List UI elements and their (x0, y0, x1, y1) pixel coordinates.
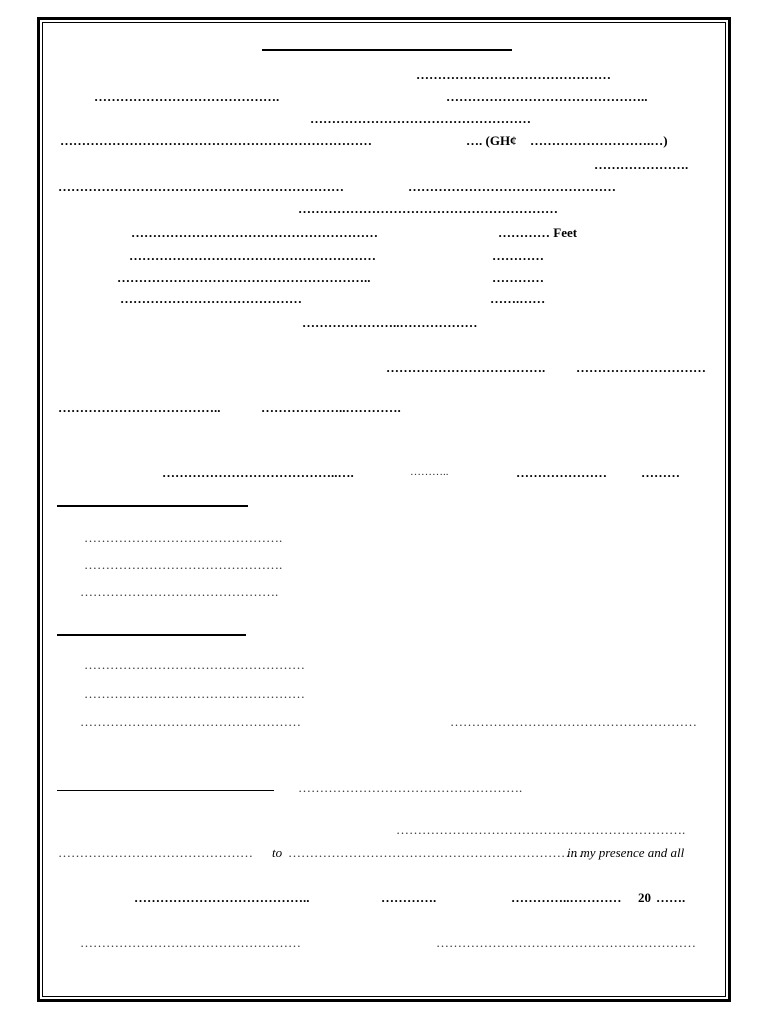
date-field-2: …………. (381, 890, 437, 905)
field-row15-d: ……… (641, 465, 680, 480)
signature-field: ……………………………………………. (298, 780, 523, 795)
date-year-field: ……. (656, 890, 686, 905)
field-row6-right: ………………………………………… (408, 179, 616, 194)
field-row1-right: ……………………………………… (416, 67, 611, 82)
measure-left-2: ………………………………………………… (129, 248, 376, 263)
field-row15-c: ………………… (516, 465, 607, 480)
section2-line-2: …………………………………………… (84, 686, 305, 701)
measure-right-1: ………… Feet (498, 225, 578, 240)
date-field-1: ………………………………….. (134, 890, 310, 905)
section2-right-line: ………………………………………………… (450, 714, 697, 729)
measure-left-3: ………………………………………………….. (117, 270, 371, 285)
field-row2-left: ……………………………………. (94, 89, 280, 104)
measure-left-4: …………………………………… (120, 291, 302, 306)
field-row13-a: ………………………………. (386, 360, 546, 375)
date-year-prefix: 20 (638, 890, 651, 905)
field-row12-center: …………………..……………… (302, 315, 478, 330)
field-row14-right: ………………..…………. (261, 400, 401, 415)
witness-top-line: …………………………………………………………. (396, 822, 686, 837)
measure-left-1: ………………………………………………… (131, 225, 378, 240)
field-row6-left: ………………………………………………………… (58, 179, 344, 194)
section1-line-1: ………………………………………. (84, 530, 283, 545)
witness-presence-text: in my presence and all (567, 845, 685, 860)
witness-to: to (272, 845, 283, 860)
field-row15-b: ……….. (410, 466, 449, 478)
measure-right-4: …….…… (490, 291, 546, 306)
field-row14-left: ……………………………….. (58, 400, 221, 415)
witness-left-line: ……………………………………… (58, 845, 253, 860)
measure-right-2: ………… (492, 248, 544, 263)
field-row13-b: ………………………… (576, 360, 706, 375)
field-row15-a: …………………………………..…. (162, 465, 354, 480)
section2-line-1: …………………………………………… (84, 657, 305, 672)
bottom-left-signature: …………………………………………… (80, 935, 301, 950)
section1-line-3: ………………………………………. (80, 584, 279, 599)
field-row4-left: ……………………………………………………………… (60, 133, 372, 148)
field-row2-right: ……………………………………….. (446, 89, 648, 104)
signature-rule (57, 790, 274, 791)
title-underline (262, 49, 512, 51)
section2-heading-rule (57, 634, 246, 636)
date-field-3: …………..………… (511, 890, 622, 905)
field-row5-right: …………………. (594, 157, 689, 172)
field-row7-center: …………………………………………………… (298, 201, 558, 216)
witness-mid-line: …………………………………………………………… (288, 845, 587, 860)
section2-line-3: …………………………………………… (80, 714, 301, 729)
field-row3-center: …………………………………………… (310, 111, 531, 126)
section1-heading-rule (57, 505, 248, 507)
bottom-right-signature: …………………………………………………… (436, 935, 696, 950)
section1-line-2: ………………………………………. (84, 557, 283, 572)
measure-right-3: ………… (492, 270, 544, 285)
amount-currency-label: …. (GH¢ (466, 133, 517, 148)
amount-field: ……………………….…) (530, 133, 668, 148)
